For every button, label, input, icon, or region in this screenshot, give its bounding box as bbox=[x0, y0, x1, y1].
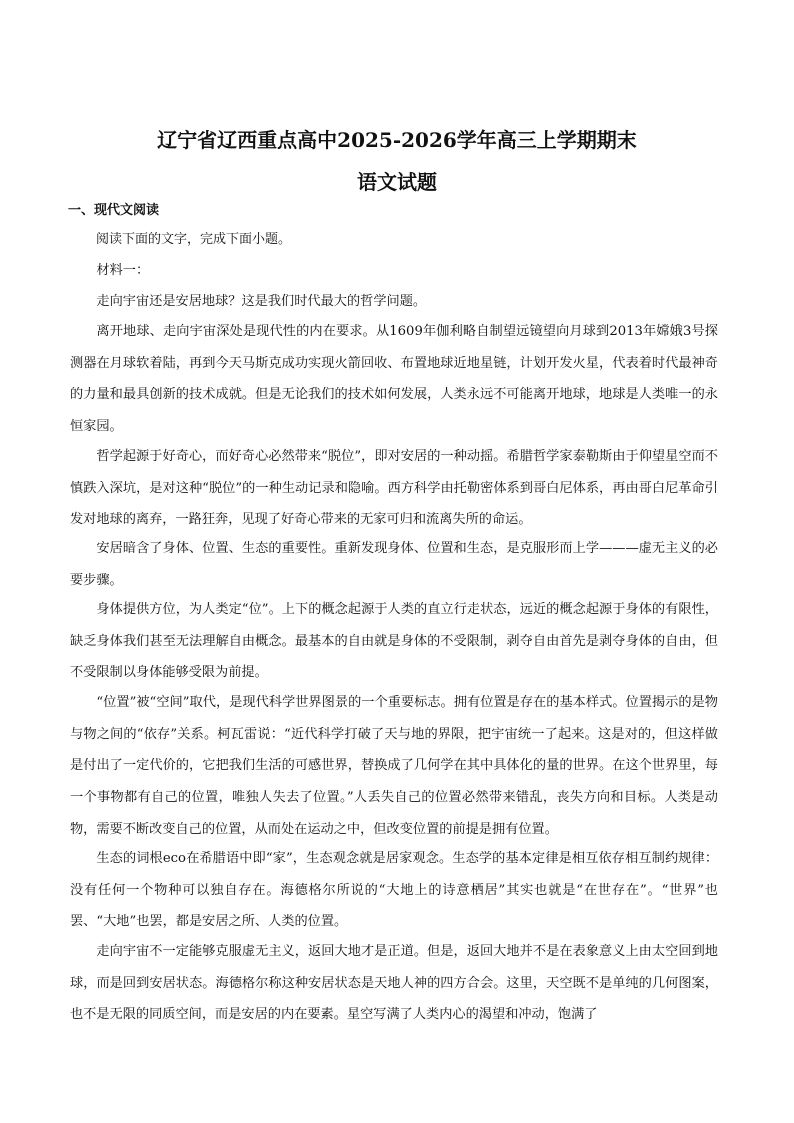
material-label: 材料一： bbox=[96, 263, 150, 278]
paragraph-3: 哲学起源于好奇心，而好奇心必然带来“脱位”，即对安居的一种动摇。希腊哲学家泰勒斯由于仰望星空而不慎跌入深坑，是对这种“脱位”的一种生动记录和隐喻。西方科学由托勒密体系到哥白尼体系，再由哥白尼革命引发对地球的离弃，一路狂奔，见现了好奇心带来的无家可归和流离失所的命运。 bbox=[70, 449, 718, 528]
reading-instruction: 阅读下面的文字，完成下面小题。 bbox=[96, 232, 292, 247]
paragraph-6: “位置”被“空间”取代，是现代科学世界图景的一个重要标志。拥有位置是存在的基本样式。位置揭示的是物与物之间的“依存”关系。柯瓦雷说：“近代科学打破了天与地的界限，把宇宙统一了起来。这是对的，但这样做是付出了一定代价的，它把我们生活的可感世界，替换成了几何学在其中具体化的量的世界。在这个世界里，每一个事物都有自己的位置，唯独人失去了位置。”人丢失自己的位置必然带来错乱，丧失方向和目标。人类是动物，需要不断改变自己的位置，从而处在运动之中，但改变位置的前提是拥有位置。 bbox=[70, 695, 718, 837]
paragraph-1: 走向宇宙还是安居地球？这是我们时代最大的哲学问题。 bbox=[96, 294, 427, 309]
paragraph-7: 生态的词根eco在希腊语中即“家”，生态观念就是居家观念。生态学的基本定律是相互依存相互制约规律：没有任何一个物种可以独自存在。海德格尔所说的“大地上的诗意栖居”其实也就是“在世存在”。“世界”也罢、“大地”也罢，都是安居之所、人类的位置。 bbox=[70, 851, 718, 930]
paragraph-8: 走向宇宙不一定能够克服虚无主义，返回大地才是正道。但是，返回大地并不是在表象意义上由太空回到地球，而是回到安居状态。海德格尔称这种安居状态是天地人神的四方合会。这里，天空既不是单纯的几何图案，也不是无限的同质空间，而是安居的内在要素。星空写满了人类内心的渴望和冲动，饱满了 bbox=[70, 944, 718, 1023]
document-subtitle: 语文试题 bbox=[357, 170, 437, 194]
paragraph-2: 离开地球、走向宇宙深处是现代性的内在要求。从1609年伽利略自制望远镜望向月球到2013年嫦娥3号探测器在月球软着陆，再到今天马斯克成功实现火箭回收、布置地球近地星链，计划开发火星，代表着时代最神奇的力量和最具创新的技术成就。但是无论我们的技术如何发展，人类永远不可能离开地球，地球是人类唯一的永恒家园。 bbox=[70, 324, 718, 435]
document-title: 辽宁省辽西重点高中2025-2026学年高三上学期期末 bbox=[157, 128, 637, 152]
paragraph-5: 身体提供方位，为人类定“位”。上下的概念起源于人类的直立行走状态，远近的概念起源于身体的有限性，缺乏身体我们甚至无法理解自由概念。最基本的自由就是身体的不受限制，剥夺自由首先是剥夺身体的自由，但不受限制以身体能够受限为前提。 bbox=[70, 602, 718, 681]
paragraph-4: 安居暗含了身体、位置、生态的重要性。重新发现身体、位置和生态，是克服形而上学———虚无主义的必要步骤。 bbox=[70, 541, 718, 588]
section-heading: 一、现代文阅读 bbox=[68, 203, 160, 218]
